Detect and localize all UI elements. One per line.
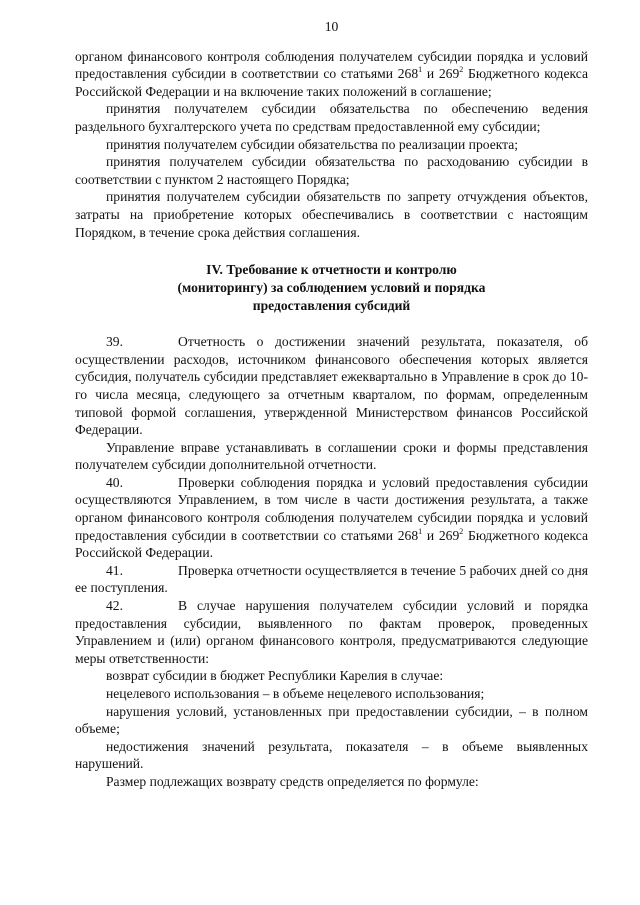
paragraph-39 xyxy=(75,333,588,439)
list-item: принятия получателем субсидии обязательства по расходованию субсидии в соответствии с пунктом 2 настоящего Порядка; xyxy=(75,154,588,187)
list-item: нецелевого использования – в объеме нецелевого использования; xyxy=(106,686,485,701)
section-heading-line: предоставления субсидий xyxy=(252,298,411,314)
paragraph-text: Проверка отчетности осуществляется в течение 5 рабочих дней со дня ее поступления. xyxy=(75,562,588,596)
continuation-text-1: органом финансового контроля соблюдения получателем субсидии порядка и условий предоставления субсидии в соответствии со статьями 268 xyxy=(75,48,588,82)
continuation-paragraph xyxy=(75,48,588,101)
paragraph-text: Отчетность о достижении значений результата, показателя, об осуществлении расходов, источником финансового обеспечения которых является субсидия, получатель субсидии представляет ежеквартально в Управление в срок до 10-го числа месяца, следующего за отчетным кварталом, по формам, определенным типовой формой соглашения, утвержденной Министерством финансов Российской Федерации. xyxy=(75,334,588,438)
section-heading xyxy=(75,261,588,315)
list-item: принятия получателем субсидии обязательств по запрету отчуждения объектов, затраты на приобретение которых обеспечивались в соответствии с настоящим Порядком, в течение срока действия соглашения. xyxy=(75,189,588,240)
paragraph-text: Проверки соблюдения порядка и условий предоставления субсидии осуществляются Управлением, в том числе в части достижения результата, а также органом финансового контроля соблюдения получателем субсидии порядка и условий предоставления субсидии в соответствии со статьями 268 xyxy=(75,474,588,543)
section-heading-line: IV. Требование к отчетности и контролю xyxy=(206,262,457,278)
list-item: недостижения значений результата, показателя – в объеме выявленных нарушений. xyxy=(75,738,588,772)
paragraph-text: и 269 xyxy=(422,527,460,543)
paragraph-number: 42. xyxy=(106,598,123,614)
superscript: 1 xyxy=(418,65,423,75)
list-item: принятия получателем субсидии обязательства по реализации проекта; xyxy=(106,136,519,152)
paragraph-number: 40. xyxy=(106,474,123,490)
paragraph-42 xyxy=(75,597,588,667)
paragraph-text: В случае нарушения получателем субсидии условий и порядка предоставления субсидии, выявленного по фактам проверок, проведенных Управлением и (или) органом финансового контроля, предусматриваются следующие меры ответственности: xyxy=(75,598,588,666)
paragraph-number: 41. xyxy=(106,562,123,578)
superscript: 2 xyxy=(459,526,464,536)
page-number: 10 xyxy=(324,19,339,34)
paragraph-39-addendum: Управление вправе устанавливать в соглашении сроки и формы представления получателем субсидии дополнительной отчетности. xyxy=(75,439,588,473)
list-item: возврат субсидии в бюджет Республики Карелия в случае: xyxy=(106,668,444,684)
paragraph-41 xyxy=(75,562,588,597)
list-item: принятия получателем субсидии обязательства по обеспечению ведения раздельного бухгалтерского учета по средствам предоставленной ему субсидии; xyxy=(75,101,588,134)
list-item: нарушения условий, установленных при предоставлении субсидии, – в полном объеме; xyxy=(75,703,588,737)
superscript: 2 xyxy=(459,65,464,75)
paragraph-40 xyxy=(75,474,588,562)
paragraph-text: Бюджетного кодекса Российской Федерации. xyxy=(75,527,589,561)
superscript: 1 xyxy=(418,526,423,536)
formula-intro: Размер подлежащих возврату средств определяется по формуле: xyxy=(106,773,479,789)
section-heading-line: (мониторингу) за соблюдением условий и порядка xyxy=(177,280,486,296)
paragraph-number: 39. xyxy=(106,334,123,350)
continuation-text-2: и 269 xyxy=(422,66,460,82)
continuation-text-3: Бюджетного кодекса Российской Федерации и на включение таких положений в соглашение; xyxy=(75,66,589,99)
